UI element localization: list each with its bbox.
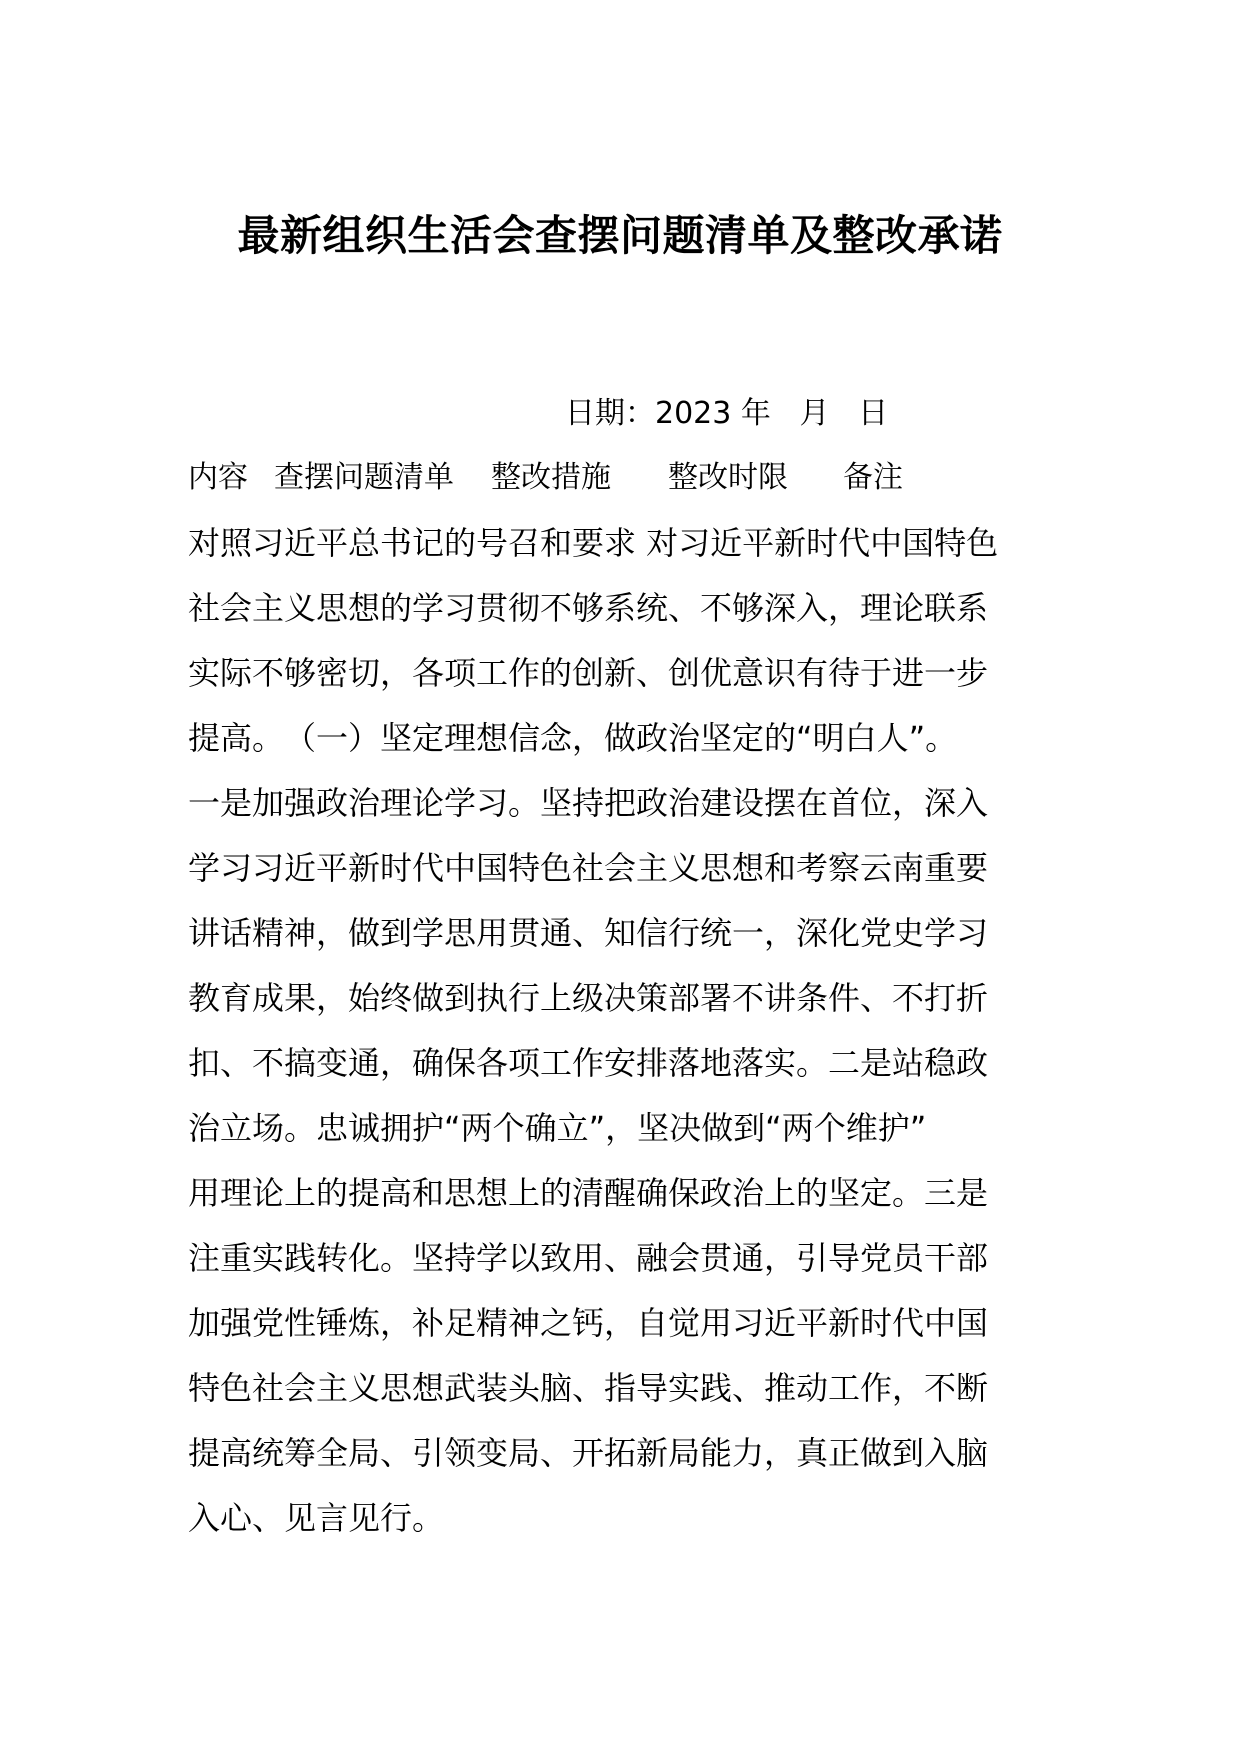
date-month-unit: 月: [799, 396, 830, 431]
body-line: 加强党性锤炼，补足精神之钙，自觉用习近平新时代中国: [188, 1304, 989, 1342]
column-header-measures: 整改措施: [491, 460, 611, 495]
body-line: 实际不够密切，各项工作的创新、创优意识有待于进一步: [188, 654, 989, 692]
body-line: 学习习近平新时代中国特色社会主义思想和考察云南重要: [188, 849, 989, 887]
column-header-deadline: 整改时限: [668, 460, 788, 495]
date-line: [565, 393, 888, 435]
body-line: 注重实践转化。坚持学以致用、融会贯通，引导党员干部: [188, 1239, 989, 1277]
body-line: 对照习近平总书记的号召和要求 对习近平新时代中国特色: [188, 524, 999, 562]
body-line: 一是加强政治理论学习。坚持把政治建设摆在首位，深入: [188, 784, 989, 822]
column-header-content: 内容: [188, 460, 248, 495]
body-line: 治立场。忠诚拥护“两个确立”，坚决做到“两个维护”: [188, 1109, 927, 1147]
body-line: 扣、不搞变通，确保各项工作安排落地落实。二是站稳政: [188, 1044, 989, 1082]
column-header-issue-list: 查摆问题清单: [274, 460, 454, 495]
body-line: 用理论上的提高和思想上的清醒确保政治上的坚定。三是: [188, 1174, 989, 1212]
body-line: 讲话精神，做到学思用贯通、知信行统一，深化党史学习: [188, 914, 989, 952]
date-year: 2023: [655, 396, 732, 431]
date-label: 日期：: [565, 396, 655, 431]
body-line: 特色社会主义思想武装头脑、指导实践、推动工作，不断: [188, 1369, 989, 1407]
document-title: 最新组织生活会查摆问题清单及整改承诺: [237, 211, 1003, 260]
body-text: [188, 522, 1068, 1562]
body-line: 入心、见言见行。: [188, 1499, 445, 1537]
column-header-remarks: 备注: [843, 460, 903, 495]
date-day-unit: 日: [858, 396, 889, 431]
body-line: 提高统筹全局、引领变局、开拓新局能力，真正做到入脑: [188, 1434, 989, 1472]
date-year-unit: 年: [740, 396, 771, 431]
body-line: 提高。 （一）坚定理想信念，做政治坚定的“明白人”。: [188, 719, 958, 757]
body-line: 社会主义思想的学习贯彻不够系统、不够深入，理论联系: [188, 589, 989, 627]
body-line: 教育成果，始终做到执行上级决策部署不讲条件、不打折: [188, 979, 989, 1017]
